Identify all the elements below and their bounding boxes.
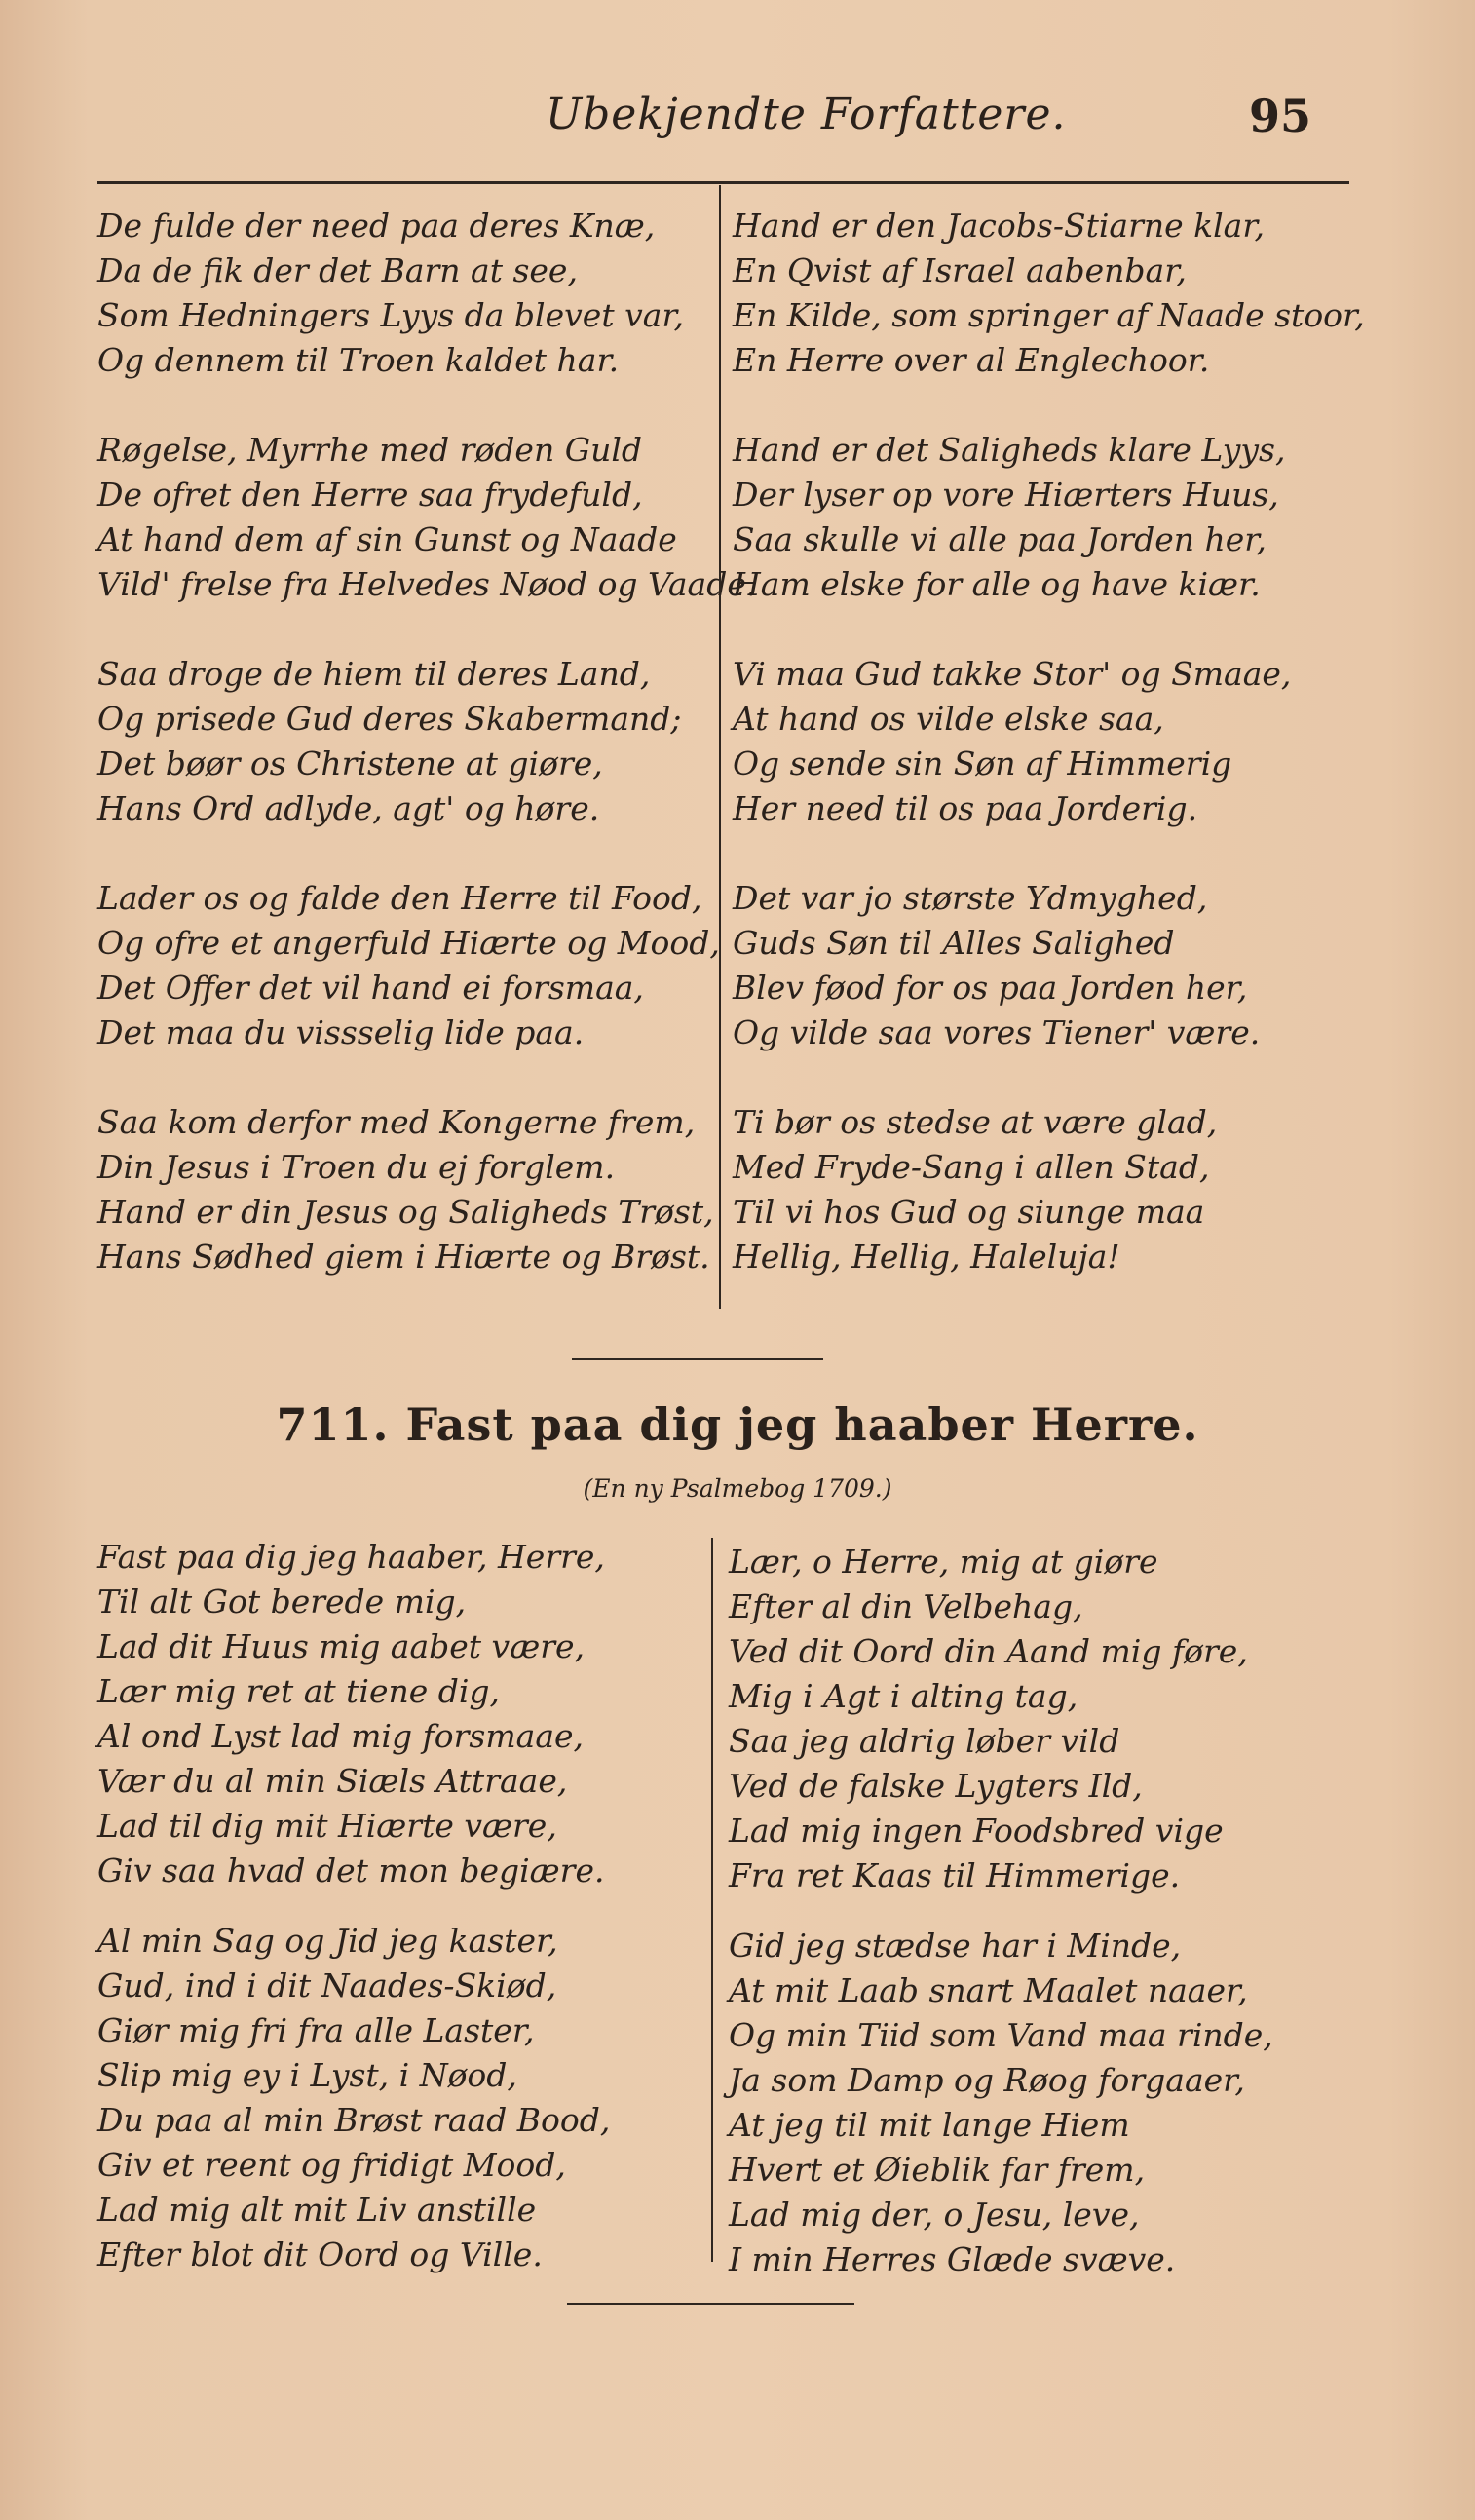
verse-line: En Herre over al Englechoor. bbox=[733, 341, 1210, 379]
verse-line: Blev føod for os paa Jorden her, bbox=[733, 969, 1248, 1007]
running-header-title: Ubekjendte Forfattere. bbox=[546, 90, 1067, 139]
verse-line: Til alt Got berede mig, bbox=[97, 1583, 467, 1621]
verse-line: Hellig, Hellig, Haleluja! bbox=[733, 1238, 1120, 1276]
verse-line: Og dennem til Troen kaldet har. bbox=[97, 341, 620, 379]
verse-line: At jeg til mit lange Hiem bbox=[729, 2106, 1130, 2144]
verse-line: Ti bør os stedse at være glad, bbox=[733, 1103, 1218, 1141]
verse-line: Al ond Lyst lad mig forsmaae, bbox=[97, 1717, 585, 1755]
stanza bbox=[733, 204, 1365, 383]
verse-line: Saa skulle vi alle paa Jorden her, bbox=[733, 520, 1267, 558]
verse-line: Da de fik der det Barn at see, bbox=[97, 251, 578, 289]
verse-line: Al min Sag og Jid jeg kaster, bbox=[97, 1922, 558, 1960]
verse-line: Hans Ord adlyde, agt' og høre. bbox=[97, 789, 600, 827]
verse-line: Ved de falske Lygters Ild, bbox=[729, 1767, 1143, 1805]
verse-line: Hand er det Saligheds klare Lyys, bbox=[733, 431, 1286, 469]
verse-line: Lad mig alt mit Liv anstille bbox=[97, 2191, 537, 2229]
verse-line: Det Offer det vil hand ei forsmaa, bbox=[97, 969, 644, 1007]
verse-line: Ved dit Oord din Aand mig føre, bbox=[729, 1632, 1248, 1670]
verse-line: Her need til os paa Jorderig. bbox=[733, 789, 1198, 827]
verse-line: Lad til dig mit Hiærte være, bbox=[97, 1807, 557, 1845]
verse-line: Og min Tiid som Vand maa rinde, bbox=[729, 2016, 1273, 2054]
verse-line: Og vilde saa vores Tiener' være. bbox=[733, 1013, 1261, 1051]
end-rule bbox=[567, 2303, 854, 2305]
verse-line: De fulde der need paa deres Knæ, bbox=[97, 207, 656, 245]
bottom-right-column bbox=[729, 1540, 1352, 2282]
verse-line: Vi maa Gud takke Stor' og Smaae, bbox=[733, 655, 1292, 693]
verse-line: Saa jeg aldrig løber vild bbox=[729, 1722, 1120, 1760]
hymn-source: (En ny Psalmebog 1709.) bbox=[583, 1474, 892, 1503]
verse-line: Fast paa dig jeg haaber, Herre, bbox=[97, 1538, 605, 1576]
verse-line: Lad mig der, o Jesu, leve, bbox=[729, 2195, 1140, 2234]
section-divider-rule bbox=[572, 1358, 823, 1360]
verse-line: Det maa du vissselig lide paa. bbox=[97, 1013, 585, 1051]
verse-line: Din Jesus i Troen du ej forglem. bbox=[97, 1148, 616, 1186]
verse-line: Gud, ind i dit Naades-Skiød, bbox=[97, 1966, 557, 2005]
verse-line: Giør mig fri fra alle Laster, bbox=[97, 2011, 535, 2049]
stanza bbox=[729, 1540, 1352, 1898]
verse-line: Røgelse, Myrrhe med røden Guld bbox=[97, 431, 643, 469]
verse-line: Der lyser op vore Hiærters Huus, bbox=[733, 476, 1279, 514]
stanza bbox=[97, 204, 701, 383]
verse-line: Hvert et Øieblik far frem, bbox=[729, 2151, 1146, 2189]
verse-line: Slip mig ey i Lyst, i Nøod, bbox=[97, 2056, 517, 2094]
verse-line: Hans Sødhed giem i Hiærte og Brøst. bbox=[97, 1238, 710, 1276]
stanza bbox=[97, 1919, 701, 2277]
verse-line: Med Fryde-Sang i allen Stad, bbox=[733, 1148, 1210, 1186]
verse-line: Lær mig ret at tiene dig, bbox=[97, 1672, 501, 1710]
stanza bbox=[733, 876, 1356, 1055]
verse-line: Og ofre et angerfuld Hiærte og Mood, bbox=[97, 924, 720, 962]
verse-line: Til vi hos Gud og siunge maa bbox=[733, 1193, 1205, 1231]
verse-line: Lad mig ingen Foodsbred vige bbox=[729, 1812, 1224, 1850]
bottom-column-divider bbox=[711, 1538, 713, 2262]
bottom-left-column bbox=[97, 1535, 701, 2277]
stanza bbox=[97, 876, 720, 1055]
stanza bbox=[733, 1100, 1356, 1279]
verse-line: De ofret den Herre saa frydefuld, bbox=[97, 476, 643, 514]
verse-line: Giv saa hvad det mon begiære. bbox=[97, 1852, 605, 1890]
stanza bbox=[97, 1535, 701, 1893]
verse-line: Vild' frelse fra Helvedes Nøod og Vaade. bbox=[97, 565, 757, 603]
verse-line: Vær du al min Siæls Attraae, bbox=[97, 1762, 568, 1800]
verse-line: Mig i Agt i alting tag, bbox=[729, 1677, 1078, 1715]
verse-line: Det var jo største Ydmyghed, bbox=[733, 879, 1208, 917]
verse-line: I min Herres Glæde svæve. bbox=[729, 2240, 1176, 2278]
verse-line: Lær, o Herre, mig at giøre bbox=[729, 1543, 1158, 1581]
stanza bbox=[733, 652, 1356, 831]
verse-line: Hand er din Jesus og Saligheds Trøst, bbox=[97, 1193, 714, 1231]
verse-line: Guds Søn til Alles Salighed bbox=[733, 924, 1175, 962]
verse-line: Og sende sin Søn af Himmerig bbox=[733, 745, 1232, 783]
header-rule bbox=[97, 181, 1349, 184]
stanza bbox=[97, 652, 701, 831]
stanza bbox=[729, 1924, 1352, 2282]
verse-line: Lad dit Huus mig aabet være, bbox=[97, 1627, 586, 1665]
verse-line: Giv et reent og fridigt Mood, bbox=[97, 2146, 566, 2184]
verse-line: Det bøør os Christene at giøre, bbox=[97, 745, 603, 783]
verse-line: Efter al din Velbehag, bbox=[729, 1587, 1083, 1625]
verse-line: Lader os og falde den Herre til Food, bbox=[97, 879, 702, 917]
stanza bbox=[97, 1100, 714, 1279]
verse-line: Du paa al min Brøst raad Bood, bbox=[97, 2101, 611, 2139]
verse-line: Som Hedningers Lyys da blevet var, bbox=[97, 296, 685, 334]
verse-line: Saa kom derfor med Kongerne frem, bbox=[97, 1103, 696, 1141]
verse-line: En Kilde, som springer af Naade stoor, bbox=[733, 296, 1365, 334]
top-right-column bbox=[733, 204, 1365, 1279]
verse-line: At hand os vilde elske saa, bbox=[733, 700, 1164, 738]
verse-line: Og prisede Gud deres Skabermand; bbox=[97, 700, 682, 738]
top-column-divider bbox=[719, 185, 721, 1309]
verse-line: Gid jeg stædse har i Minde, bbox=[729, 1927, 1182, 1965]
verse-line: Saa droge de hiem til deres Land, bbox=[97, 655, 651, 693]
verse-line: Fra ret Kaas til Himmerige. bbox=[729, 1856, 1181, 1894]
verse-line: Ham elske for alle og have kiær. bbox=[733, 565, 1261, 603]
top-left-column bbox=[97, 204, 757, 1279]
page-number: 95 bbox=[1249, 90, 1312, 142]
verse-line: Efter blot dit Oord og Ville. bbox=[97, 2235, 543, 2273]
stanza bbox=[97, 428, 757, 607]
hymn-title: 711. Fast paa dig jeg haaber Herre. bbox=[276, 1398, 1199, 1451]
verse-line: Hand er den Jacobs-Stiarne klar, bbox=[733, 207, 1265, 245]
verse-line: En Qvist af Israel aabenbar, bbox=[733, 251, 1187, 289]
verse-line: At mit Laab snart Maalet naaer, bbox=[729, 1971, 1248, 2009]
stanza bbox=[733, 428, 1356, 607]
verse-line: Ja som Damp og Røog forgaaer, bbox=[729, 2061, 1245, 2099]
verse-line: At hand dem af sin Gunst og Naade bbox=[97, 520, 677, 558]
